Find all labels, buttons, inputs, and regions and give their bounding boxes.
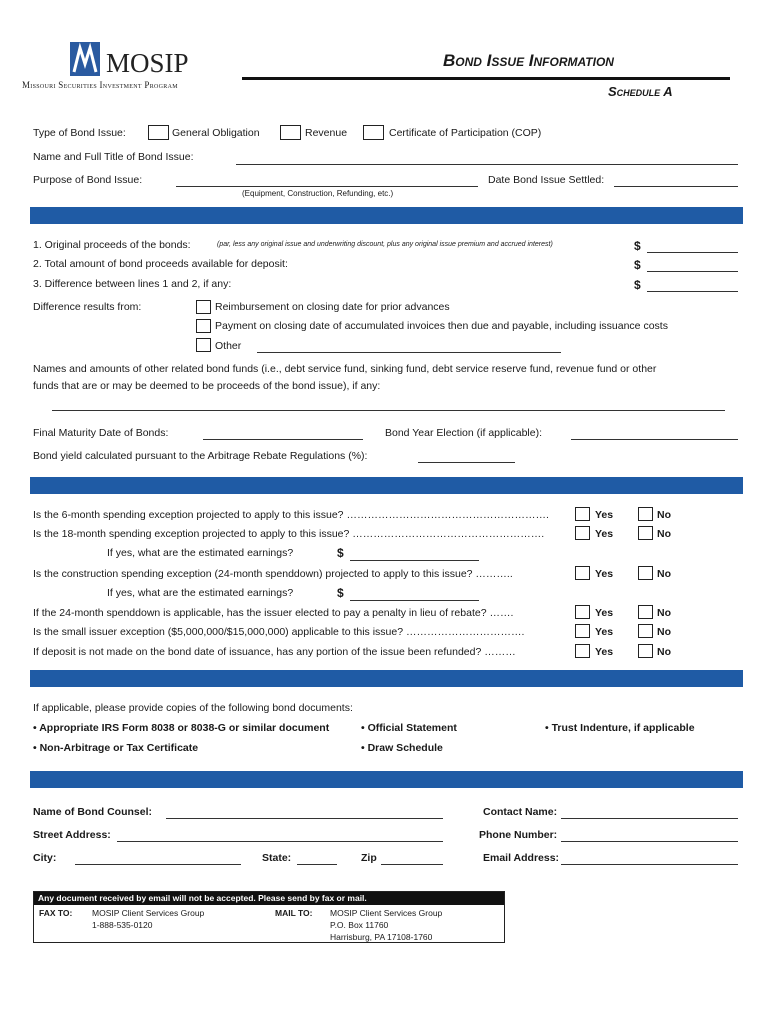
city-label: City: [33,852,57,864]
question-refunded: If deposit is not made on the bond date of issuance, has any portion of the issue been refunded? ……… [33,646,516,658]
page-title: Bond Issue Information [443,51,614,70]
contact-field[interactable] [561,818,738,819]
logo [22,40,247,92]
q5-no-label: No [657,626,671,638]
section-divider-3 [30,670,743,687]
general-obligation-label: General Obligation [172,127,260,139]
q6-yes-label: Yes [595,646,614,658]
other-funds-field[interactable] [52,410,725,411]
question-6-month: Is the 6-month spending exception projected to apply to this issue? …………………………………………………. [33,509,549,521]
doc-official-label: Official Statement [367,722,457,734]
question-construction: Is the construction spending exception (24-month spenddown) projected to apply to this issue? ……….. [33,568,513,580]
street-field[interactable] [117,841,443,842]
phone-label: Phone Number: [479,829,558,841]
doc-irs-label: Appropriate IRS Form 8038 or 8038-G or similar document [39,722,330,734]
revenue-checkbox[interactable] [280,125,301,140]
mailing-notice: Any document received by email will not be accepted. Please send by fax or mail. [34,892,504,905]
q3-no-label: No [657,568,671,580]
general-obligation-checkbox[interactable] [148,125,169,140]
line1-label: 1. Original proceeds of the bonds: [33,239,191,251]
line3-amount-field[interactable] [647,291,738,292]
bond-name-label: Name and Full Title of Bond Issue: [33,151,194,163]
doc-item-official: • Official Statement [361,722,457,734]
yield-field[interactable] [418,462,515,463]
q2-yes-label: Yes [595,528,614,540]
q3-earnings-label: If yes, what are the estimated earnings? [107,587,294,599]
maturity-label: Final Maturity Date of Bonds: [33,427,169,439]
q2-no-checkbox[interactable] [638,526,653,540]
schedule-label: Schedule A [608,84,673,99]
question-penalty: If the 24-month spenddown is applicable, has the issuer elected to pay a penalty in lieu of rebate? ……. [33,607,514,619]
maturity-field[interactable] [203,439,363,440]
payment-checkbox[interactable] [196,319,211,333]
fax-number: 1-888-535-0120 [92,920,153,930]
doc-item-irs: • Appropriate IRS Form 8038 or 8038-G or similar document [33,722,330,734]
line3-label: 3. Difference between lines 1 and 2, if any: [33,278,232,290]
yield-label: Bond yield calculated pursuant to the Arbitrage Rebate Regulations (%): [33,450,368,462]
doc-item-nonarb: • Non-Arbitrage or Tax Certificate [33,742,199,754]
doc-nonarb-label: Non-Arbitrage or Tax Certificate [39,742,199,754]
revenue-label: Revenue [305,127,348,139]
section-divider-4 [30,771,743,788]
doc-trust-label: Trust Indenture, if applicable [551,722,695,734]
mailing-info-box [33,891,505,943]
zip-label: Zip [361,852,377,864]
line2-currency: $ [634,258,641,272]
purpose-hint: (Equipment, Construction, Refunding, etc.) [242,189,394,198]
q4-yes-label: Yes [595,607,614,619]
street-label: Street Address: [33,829,111,841]
counsel-label: Name of Bond Counsel: [33,806,153,818]
q5-yes-checkbox[interactable] [575,624,590,638]
q2-yes-checkbox[interactable] [575,526,590,540]
logo-text: MOSIP [106,48,189,78]
q2-earnings-label: If yes, what are the estimated earnings? [107,547,294,559]
purpose-field[interactable] [176,186,478,187]
zip-field[interactable] [381,864,443,865]
doc-item-trust: • Trust Indenture, if applicable [545,722,695,734]
cop-checkbox[interactable] [363,125,384,140]
line2-amount-field[interactable] [647,271,738,272]
q6-no-checkbox[interactable] [638,644,653,658]
q5-no-checkbox[interactable] [638,624,653,638]
other-funds-text-1: Names and amounts of other related bond funds (i.e., debt service fund, sinking fund, debt service reserve fund, revenue fund or other [33,363,657,375]
bond-name-field[interactable] [236,164,738,165]
line1-note: (par, less any original issue and underwriting discount, plus any original issue premium and accrued interest) [217,241,553,248]
reimbursement-checkbox[interactable] [196,300,211,314]
q4-no-checkbox[interactable] [638,605,653,619]
q6-yes-checkbox[interactable] [575,644,590,658]
q2-earnings-field[interactable] [350,560,479,561]
question-small-issuer: Is the small issuer exception ($5,000,000/$15,000,000) applicable to this issue? ……………………………. [33,626,525,638]
line1-currency: $ [634,239,641,253]
q4-yes-checkbox[interactable] [575,605,590,619]
question-18-month: Is the 18-month spending exception projected to apply to this issue? ………………………………………………. [33,528,545,540]
email-label: Email Address: [483,852,560,864]
reimbursement-label: Reimbursement on closing date for prior advances [215,301,450,313]
q2-earnings-currency: $ [337,546,344,560]
other-funds-text-2: funds that are or may be deemed to be proceeds of the bond issue), if any: [33,380,381,392]
q6-no-label: No [657,646,671,658]
q1-yes-label: Yes [595,509,614,521]
payment-label: Payment on closing date of accumulated invoices then due and payable, including issuance costs [215,320,668,332]
fax-name: MOSIP Client Services Group [92,908,205,918]
line1-amount-field[interactable] [647,252,738,253]
doc-item-draw: • Draw Schedule [361,742,443,754]
mail-name: MOSIP Client Services Group [330,908,443,918]
date-settled-field[interactable] [614,186,738,187]
mail-label: MAIL TO: [275,908,313,918]
q3-yes-checkbox[interactable] [575,566,590,580]
state-label: State: [262,852,292,864]
section-divider-2 [30,477,743,494]
q3-yes-label: Yes [595,568,614,580]
fax-label: FAX TO: [39,908,73,918]
q1-no-label: No [657,509,671,521]
other-field[interactable] [257,352,561,353]
q1-no-checkbox[interactable] [638,507,653,521]
line2-label: 2. Total amount of bond proceeds available for deposit: [33,258,288,270]
city-field[interactable] [75,864,241,865]
q1-yes-checkbox[interactable] [575,507,590,521]
line3-currency: $ [634,278,641,292]
q5-yes-label: Yes [595,626,614,638]
program-name: Missouri Securities Investment Program [22,80,178,90]
cop-label: Certificate of Participation (COP) [389,127,542,139]
mosip-logo-icon [70,42,110,78]
state-field[interactable] [297,864,337,865]
q3-no-checkbox[interactable] [638,566,653,580]
election-label: Bond Year Election (if applicable): [385,427,543,439]
email-field[interactable] [561,864,738,865]
other-checkbox[interactable] [196,338,211,352]
q3-earnings-currency: $ [337,586,344,600]
counsel-field[interactable] [166,818,443,819]
title-rule [242,77,730,80]
q4-no-label: No [657,607,671,619]
section-divider-1 [30,207,743,224]
bond-type-label: Type of Bond Issue: [33,127,126,139]
q2-no-label: No [657,528,671,540]
doc-draw-label: Draw Schedule [367,742,443,754]
q3-earnings-field[interactable] [350,600,479,601]
contact-label: Contact Name: [483,806,558,818]
difference-label: Difference results from: [33,301,142,313]
other-label: Other [215,340,242,352]
phone-field[interactable] [561,841,738,842]
purpose-label: Purpose of Bond Issue: [33,174,143,186]
date-settled-label: Date Bond Issue Settled: [488,174,605,186]
documents-intro: If applicable, please provide copies of the following bond documents: [33,702,353,714]
election-field[interactable] [571,439,738,440]
mail-box: P.O. Box 11760 [330,920,389,930]
mail-city: Harrisburg, PA 17108-1760 [330,932,433,942]
